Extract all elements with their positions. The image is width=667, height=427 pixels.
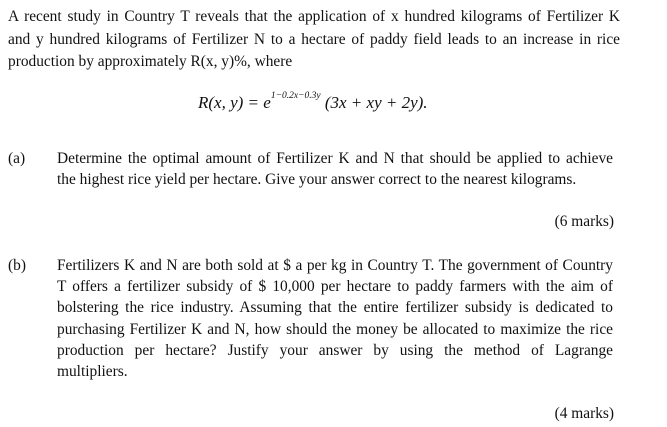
part-b-label: (b) <box>8 257 26 274</box>
part-a-line-1: Determine the optimal amount of Fertilizer K and N that should be applied to achieve <box>57 150 613 167</box>
intro-line-3: production by approximately R(x, y)%, where <box>8 53 293 70</box>
part-b <box>0 255 667 425</box>
yield-formula <box>198 93 428 113</box>
part-a-body <box>57 148 613 190</box>
formula-rhs: (3x + xy + 2y). <box>324 93 428 112</box>
part-b-line-5: production per hectare? Justify your answer by using the method of Lagrange <box>57 341 613 359</box>
part-b-line-2: T offers a fertilizer subsidy of $ 10,000 per hectare to paddy farmers with the aim of <box>57 278 613 296</box>
question-intro <box>8 6 620 74</box>
formula-lhs: R(x, y) = e <box>198 93 271 112</box>
part-b-line-3: bolstering the rice industry. Assuming that the entire fertilizer subsidy is dedicated to <box>57 299 613 317</box>
formula-exponent: 1−0.2x−0.3y <box>270 91 321 102</box>
part-a <box>0 148 667 228</box>
part-b-marks: (4 marks) <box>554 405 614 422</box>
part-b-line-6: multipliers. <box>57 363 128 381</box>
intro-line-2: and y hundred kilograms of Fertilizer N to a hectare of paddy field leads to an increase in rice <box>8 30 620 48</box>
part-b-line-4: purchasing Fertilizer K and N, how should the money be allocated to maximize the rice <box>57 320 613 338</box>
part-a-line-2: the highest rice yield per hectare. Give your answer correct to the nearest kilograms. <box>57 171 577 189</box>
intro-line-1: A recent study in Country T reveals that the application of x hundred kilograms of Fertilizer K <box>8 8 620 25</box>
part-b-body <box>57 255 613 382</box>
part-a-label: (a) <box>8 150 26 167</box>
part-b-line-1: Fertilizers K and N are both sold at $ a per kg in Country T. The government of Country <box>57 257 613 274</box>
part-a-marks: (6 marks) <box>554 213 614 230</box>
